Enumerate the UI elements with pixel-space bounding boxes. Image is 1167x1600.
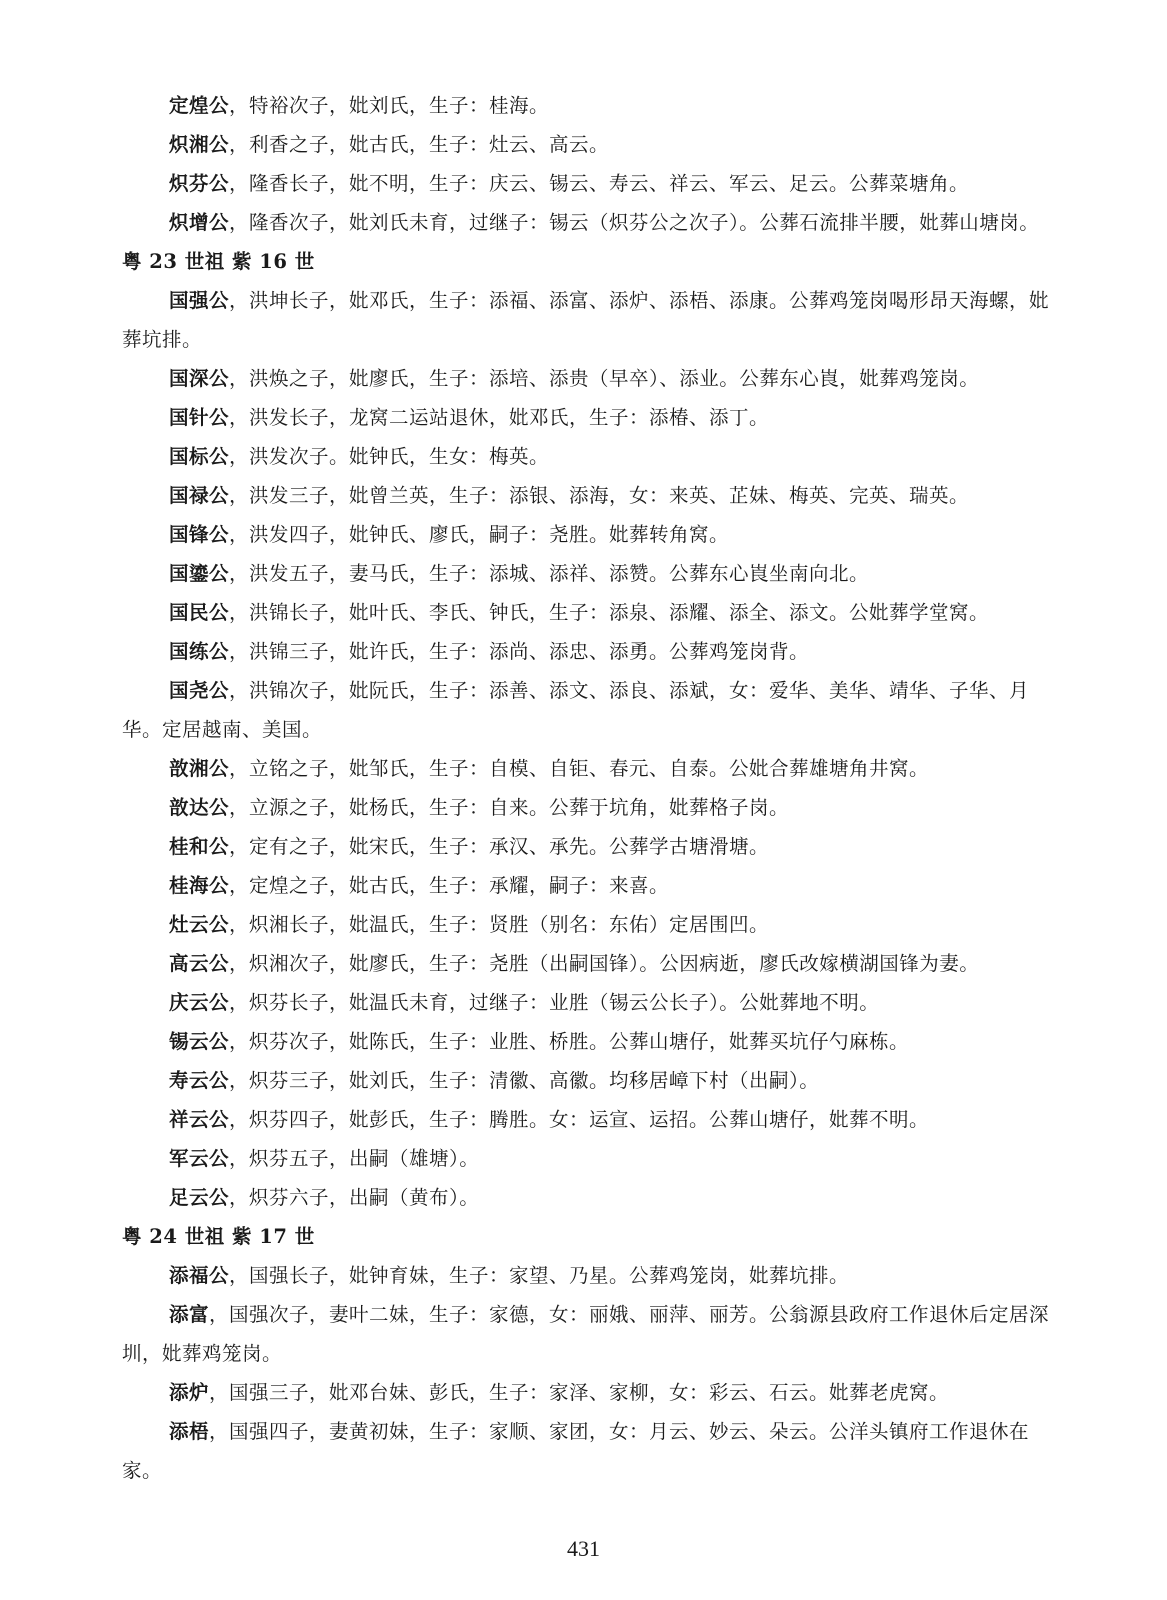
genealogy-entry bbox=[122, 827, 1057, 866]
ancestor-name: 添梧 bbox=[169, 1420, 210, 1443]
genealogy-entry bbox=[122, 1373, 1057, 1412]
entry-text: ，洪焕之子，妣廖氏，生子：添培、添贵（早卒）、添业。公葬东心崀，妣葬鸡笼岗。 bbox=[229, 367, 980, 390]
genealogy-entry bbox=[122, 359, 1057, 398]
genealogy-entry bbox=[122, 1178, 1057, 1217]
ancestor-name: 锡云公 bbox=[169, 1030, 230, 1053]
genealogy-entry bbox=[122, 1022, 1057, 1061]
entry-text: ，洪发次子。妣钟氏，生女：梅英。 bbox=[229, 445, 550, 468]
ancestor-name: 炽增公 bbox=[169, 211, 230, 234]
generation-heading: 粤 24 世祖 紫 17 世 bbox=[122, 1225, 315, 1248]
entry-text: ，利香之子，妣古氏，生子：灶云、高云。 bbox=[229, 133, 610, 156]
genealogy-entry bbox=[122, 1256, 1057, 1295]
ancestor-name: 国练公 bbox=[169, 640, 230, 663]
ancestor-name: 国标公 bbox=[169, 445, 230, 468]
ancestor-name: 国针公 bbox=[169, 406, 230, 429]
ancestor-name: 添炉 bbox=[169, 1381, 210, 1404]
genealogy-entry bbox=[122, 398, 1057, 437]
genealogy-entry bbox=[122, 671, 1057, 749]
entry-text: ，炽芬次子，妣陈氏，生子：业胜、桥胜。公葬山塘仔，妣葬买坑仔勺麻栋。 bbox=[229, 1030, 910, 1053]
ancestor-name: 桂海公 bbox=[169, 874, 230, 897]
ancestor-name: 灶云公 bbox=[169, 913, 230, 936]
genealogy-entry bbox=[122, 749, 1057, 788]
genealogy-entry bbox=[122, 125, 1057, 164]
ancestor-name: 敨湘公 bbox=[169, 757, 230, 780]
ancestor-name: 国尧公 bbox=[169, 679, 230, 702]
ancestor-name: 庆云公 bbox=[169, 991, 230, 1014]
genealogy-entry bbox=[122, 1295, 1057, 1373]
entry-text: ，国强长子，妣钟育妹，生子：家望、乃星。公葬鸡笼岗，妣葬坑排。 bbox=[229, 1264, 850, 1287]
genealogy-entry bbox=[122, 203, 1057, 242]
generation-heading: 粤 23 世祖 紫 16 世 bbox=[122, 250, 315, 273]
entry-text: ，定有之子，妣宋氏，生子：承汉、承先。公葬学古塘滑塘。 bbox=[229, 835, 770, 858]
entry-text: ，炽芬长子，妣温氏未育，过继子：业胜（锡云公长子）。公妣葬地不明。 bbox=[229, 991, 880, 1014]
ancestor-name: 定煌公 bbox=[169, 94, 230, 117]
entry-text: ，炽芬四子，妣彭氏，生子：腾胜。女：运宣、运招。公葬山塘仔，妣葬不明。 bbox=[229, 1108, 930, 1131]
ancestor-name: 炽芬公 bbox=[169, 172, 230, 195]
genealogy-entry bbox=[122, 554, 1057, 593]
genealogy-entry bbox=[122, 788, 1057, 827]
ancestor-name: 添福公 bbox=[169, 1264, 230, 1287]
entry-text: ，定煌之子，妣古氏，生子：承耀，嗣子：来喜。 bbox=[229, 874, 670, 897]
ancestor-name: 炽湘公 bbox=[169, 133, 230, 156]
entry-text: ，特裕次子，妣刘氏，生子：桂海。 bbox=[229, 94, 550, 117]
genealogy-entry bbox=[122, 1100, 1057, 1139]
entry-text: ，国强四子，妻黄初妹，生子：家顺、家团，女：月云、妙云、朵云。公洋头镇府工作退休在家。 bbox=[122, 1420, 1030, 1482]
entry-text: ，洪锦长子，妣叶氏、李氏、钟氏，生子：添泉、添耀、添全、添文。公妣葬学堂窝。 bbox=[229, 601, 990, 624]
entry-text: ，炽芬三子，妣刘氏，生子：清徽、高徽。均移居嶂下村（出嗣）。 bbox=[229, 1069, 820, 1092]
entry-text: ，洪发长子，龙窝二运站退休，妣邓氏，生子：添椿、添丁。 bbox=[229, 406, 770, 429]
genealogy-entry bbox=[122, 86, 1057, 125]
ancestor-name: 军云公 bbox=[169, 1147, 230, 1170]
ancestor-name: 桂和公 bbox=[169, 835, 230, 858]
genealogy-entry bbox=[122, 281, 1057, 359]
ancestor-name: 足云公 bbox=[169, 1186, 230, 1209]
genealogy-entry bbox=[122, 632, 1057, 671]
entry-text: ，隆香次子，妣刘氏未育，过继子：锡云（炽芬公之次子）。公葬石流排半腰，妣葬山塘岗。 bbox=[229, 211, 1040, 234]
ancestor-name: 敨达公 bbox=[169, 796, 230, 819]
ancestor-name: 国民公 bbox=[169, 601, 230, 624]
entry-text: ，隆香长子，妣不明，生子：庆云、锡云、寿云、祥云、军云、足云。公葬菜塘角。 bbox=[229, 172, 970, 195]
genealogy-entry bbox=[122, 515, 1057, 554]
ancestor-name: 国锋公 bbox=[169, 523, 230, 546]
entry-text: ，国强次子，妻叶二妹，生子：家德，女：丽娥、丽萍、丽芳。公翁源县政府工作退休后定居深圳，妣葬鸡笼岗。 bbox=[122, 1303, 1050, 1365]
ancestor-name: 高云公 bbox=[169, 952, 230, 975]
genealogy-entry bbox=[122, 905, 1057, 944]
entry-text: ，洪发四子，妣钟氏、廖氏，嗣子：尧胜。妣葬转角窝。 bbox=[229, 523, 730, 546]
page-number: 431 bbox=[567, 1536, 600, 1561]
entry-text: ，立铭之子，妣邹氏，生子：自模、自钜、春元、自泰。公妣合葬雄塘角井窝。 bbox=[229, 757, 930, 780]
ancestor-name: 添富 bbox=[169, 1303, 210, 1326]
entry-text: ，国强三子，妣邓台妹、彭氏，生子：家泽、家柳，女：彩云、石云。妣葬老虎窝。 bbox=[209, 1381, 950, 1404]
entry-text: ，洪发五子，妻马氏，生子：添城、添祥、添赞。公葬东心崀坐南向北。 bbox=[229, 562, 870, 585]
ancestor-name: 国鎏公 bbox=[169, 562, 230, 585]
genealogy-entry bbox=[122, 1139, 1057, 1178]
entry-text: ，炽湘次子，妣廖氏，生子：尧胜（出嗣国锋）。公因病逝，廖氏改嫁横湖国锋为妻。 bbox=[229, 952, 980, 975]
entry-text: ，洪坤长子，妣邓氏，生子：添福、添富、添炉、添梧、添康。公葬鸡笼岗喝形昂天海螺，妣葬坑排。 bbox=[122, 289, 1050, 351]
genealogy-entry bbox=[122, 164, 1057, 203]
genealogy-entry bbox=[122, 944, 1057, 983]
genealogy-entry bbox=[122, 476, 1057, 515]
entry-text: ，洪锦三子，妣许氏，生子：添尚、添忠、添勇。公葬鸡笼岗背。 bbox=[229, 640, 810, 663]
genealogy-entry bbox=[122, 1412, 1057, 1490]
genealogy-entry bbox=[122, 437, 1057, 476]
genealogy-entry bbox=[122, 866, 1057, 905]
genealogy-entry bbox=[122, 983, 1057, 1022]
genealogy-text bbox=[122, 86, 1057, 1490]
entry-text: ，炽湘长子，妣温氏，生子：贤胜（别名：东佑）定居围凹。 bbox=[229, 913, 770, 936]
ancestor-name: 寿云公 bbox=[169, 1069, 230, 1092]
entry-text: ，立源之子，妣杨氏，生子：自来。公葬于坑角，妣葬格子岗。 bbox=[229, 796, 790, 819]
genealogy-entry bbox=[122, 593, 1057, 632]
ancestor-name: 国强公 bbox=[169, 289, 230, 312]
entry-text: ，炽芬六子，出嗣（黄布）。 bbox=[229, 1186, 480, 1209]
ancestor-name: 祥云公 bbox=[169, 1108, 230, 1131]
entry-text: ，洪锦次子，妣阮氏，生子：添善、添文、添良、添斌，女：爱华、美华、靖华、子华、月华。定居越南、美国。 bbox=[122, 679, 1030, 741]
entry-text: ，炽芬五子，出嗣（雄塘）。 bbox=[229, 1147, 480, 1170]
ancestor-name: 国深公 bbox=[169, 367, 230, 390]
genealogy-entry bbox=[122, 1061, 1057, 1100]
entry-text: ，洪发三子，妣曾兰英，生子：添银、添海，女：来英、芷妹、梅英、完英、瑞英。 bbox=[229, 484, 970, 507]
ancestor-name: 国禄公 bbox=[169, 484, 230, 507]
